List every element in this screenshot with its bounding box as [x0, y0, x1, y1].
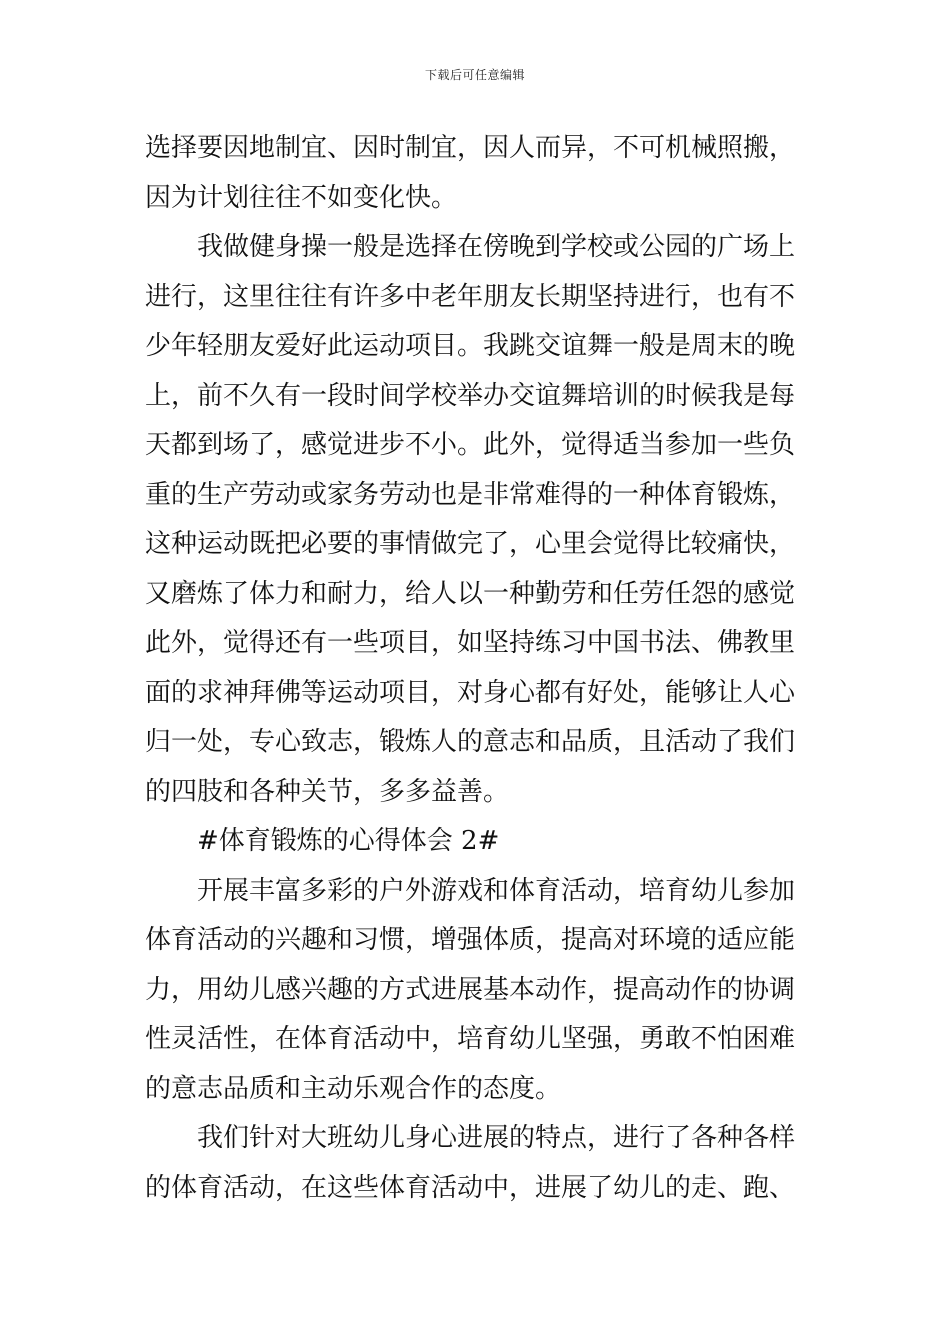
text-line: 的四肢和各种关节，多多益善。: [145, 776, 510, 807]
text-line: 天都到场了，感觉进步不小。此外，觉得适当参加一些负: [145, 430, 796, 460]
text-line: 又磨炼了体力和耐力，给人以一种勤劳和任劳任怨的感觉: [145, 578, 796, 609]
text-line: 这种运动既把必要的事情做完了，心里会觉得比较痛快，: [145, 529, 796, 559]
section-heading: #体育锻炼的心得体会 2#: [197, 826, 500, 856]
text-line: 的意志品质和主动乐观合作的态度。: [145, 1073, 562, 1104]
document-body: [145, 124, 815, 1213]
text-line: 体育活动的兴趣和习惯，增强体质，提高对环境的适应能: [145, 925, 796, 955]
text-line: 此外，觉得还有一些项目，如坚持练习中国书法、佛教里: [145, 628, 796, 658]
text-line: 进行，这里往往有许多中老年朋友长期坚持进行，也有不: [145, 281, 796, 312]
text-line: 少年轻朋友爱好此运动项目。我跳交谊舞一般是周末的晚: [145, 331, 796, 361]
text-line: 上，前不久有一段时间学校举办交谊舞培训的时候我是每: [145, 380, 796, 411]
text-line: 选择要因地制宜、因时制宜，因人而异，不可机械照搬，: [145, 133, 796, 163]
text-line: 因为计划往往不如变化快。: [145, 182, 458, 213]
text-line: 归一处，专心致志，锻炼人的意志和品质，且活动了我们: [145, 727, 796, 757]
text-line: 力，用幼儿感兴趣的方式进展基本动作，提高动作的协调: [145, 974, 796, 1005]
text-line: 重的生产劳动或家务劳动也是非常难得的一种体育锻炼，: [145, 479, 796, 510]
text-line: 开展丰富多彩的户外游戏和体育活动，培育幼儿参加: [197, 875, 796, 906]
page-header: 下载后可任意编辑: [424, 68, 525, 82]
text-line: 的体育活动，在这些体育活动中，进展了幼儿的走、跑、: [145, 1172, 796, 1203]
text-line: 我们针对大班幼儿身心进展的特点，进行了各种各样: [197, 1123, 796, 1153]
text-line: 面的求神拜佛等运动项目，对身心都有好处，能够让人心: [145, 677, 796, 708]
text-line: 我做健身操一般是选择在傍晚到学校或公园的广场上: [197, 232, 796, 262]
text-line: 性灵活性，在体育活动中，培育幼儿坚强，勇敢不怕困难: [145, 1024, 796, 1054]
